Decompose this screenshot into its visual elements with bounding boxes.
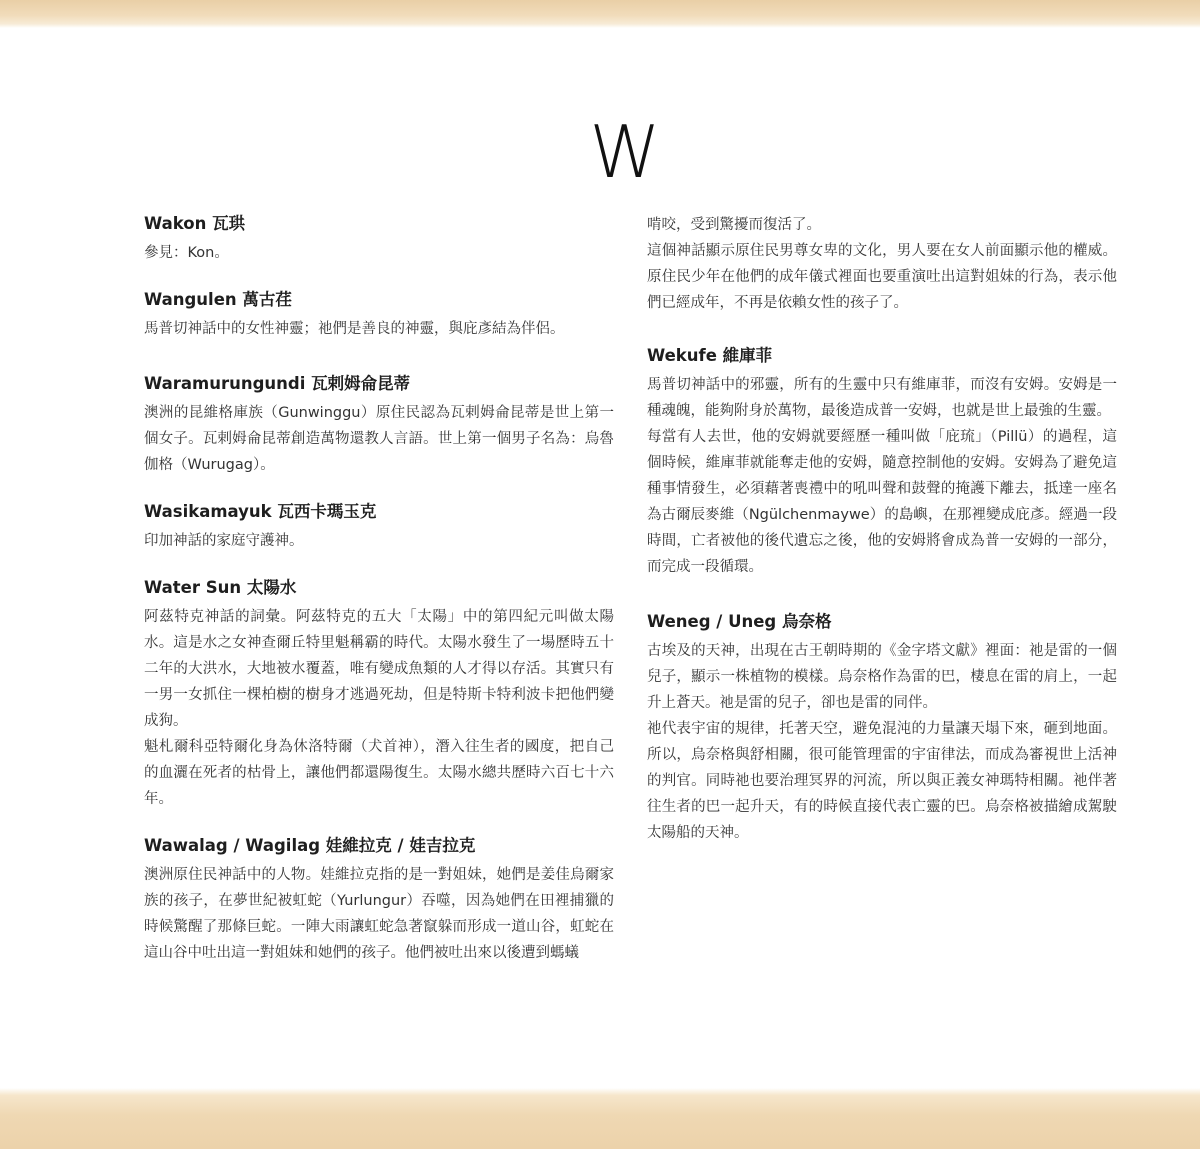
entry-text: 澳洲原住民神話中的人物。娃維拉克指的是一對姐妹，她們是姜佳烏爾家族的孩子，在夢世紀被虹蛇（Yurlungur）吞噬，因為她們在田裡捕獵的時候驚醒了那條巨蛇。一陣大雨讓虹蛇急著竄躲而形成一道山谷，虹蛇在這山谷中吐出這一對姐妹和她們的孩子。他們被吐出來以後遭到螞蟻 (144, 867, 614, 961)
entry-water-sun (144, 576, 614, 812)
entry-wawalag (144, 834, 614, 966)
left-column (144, 212, 614, 988)
section-letter: W (589, 110, 661, 194)
entry-wekufe (647, 344, 1117, 580)
entry-text: 參見：Kon。 (144, 245, 229, 261)
entry-text: 這個神話顯示原住民男尊女卑的文化，男人要在女人前面顯示他的權威。原住民少年在他們的成年儀式裡面也要重演吐出這對姐妹的行為，表示他們已經成年，不再是依賴女性的孩子了。 (647, 243, 1117, 311)
top-paper-band (0, 0, 1200, 28)
entry-text: 印加神話的家庭守護神。 (144, 533, 304, 549)
entry-text: 馬普切神話中的女性神靈；祂們是善良的神靈，與庇彥結為伴侶。 (144, 321, 565, 337)
entry-wangulen (144, 288, 614, 342)
entry-text: 阿茲特克神話的詞彙。阿茲特克的五大「太陽」中的第四紀元叫做太陽水。這是水之女神查爾丘特里魁稱霸的時代。太陽水發生了一場歷時五十二年的大洪水，大地被水覆蓋，唯有變成魚類的人才得以存活。其實只有一男一女抓住一棵柏樹的樹身才逃過死劫，但是特斯卡特利波卡把他們變成狗。 (144, 609, 614, 729)
entry-title: Waramurungundi 瓦剌姆侖昆蒂 (144, 374, 411, 393)
entry-waramurungundi (144, 372, 614, 478)
entry-title: Wasikamayuk 瓦西卡瑪玉克 (144, 502, 377, 521)
entry-text: 祂代表宇宙的規律，托著天空，避免混沌的力量讓天塌下來，砸到地面。所以，烏奈格與舒相關，很可能管理雷的宇宙律法，而成為審視世上活神的判官。同時祂也要治理冥界的河流，所以與正義女神瑪特相關。祂伴著往生者的巴一起升天，有的時候直接代表亡靈的巴。烏奈格被描繪成駕駛太陽船的天神。 (647, 721, 1117, 841)
entry-weneg (647, 610, 1117, 846)
entry-text: 馬普切神話中的邪靈，所有的生靈中只有維庫菲，而沒有安姆。安姆是一種魂魄，能夠附身於萬物，最後造成普一安姆，也就是世上最強的生靈。 (647, 377, 1117, 419)
right-column (647, 212, 1117, 868)
bottom-paper-band (0, 1088, 1200, 1149)
entry-text: 古埃及的天神，出現在古王朝時期的《金字塔文獻》裡面：祂是雷的一個兒子，顯示一株植物的模樣。烏奈格作為雷的巴，棲息在雷的肩上，一起升上蒼天。祂是雷的兒子，卻也是雷的同伴。 (647, 643, 1117, 711)
entry-text: 每當有人去世，他的安姆就要經歷一種叫做「庇琉」（Pillü）的過程，這個時候，維庫菲就能奪走他的安姆，隨意控制他的安姆。安姆為了避免這種事情發生，必須藉著喪禮中的吼叫聲和鼓聲的掩護下離去，抵達一座名為古爾辰麥維（Ngülchenmaywe）的島嶼，在那裡變成庇彥。經過一段時間，亡者被他的後代遺忘之後，他的安姆將會成為普一安姆的一部分，而完成一段循環。 (647, 429, 1117, 575)
entry-title: Weneg / Uneg 烏奈格 (647, 612, 832, 631)
entry-wasikamayuk (144, 500, 614, 554)
entry-title: Wangulen 萬古荏 (144, 290, 292, 309)
entry-wakon (144, 212, 614, 266)
entry-title: Wawalag / Wagilag 娃維拉克 / 娃吉拉克 (144, 836, 476, 855)
entry-text: 啃咬，受到驚擾而復活了。 (647, 217, 821, 233)
entry-title: Water Sun 太陽水 (144, 578, 297, 597)
entry-title: Wekufe 維庫菲 (647, 346, 773, 365)
entry-text: 魁札爾科亞特爾化身為休洛特爾（犬首神），潛入往生者的國度，把自己的血灑在死者的枯骨上，讓他們都還陽復生。太陽水總共歷時六百七十六年。 (144, 739, 614, 807)
entry-text: 澳洲的昆維格庫族（Gunwinggu）原住民認為瓦剌姆侖昆蒂是世上第一個女子。瓦剌姆侖昆蒂創造萬物還教人言語。世上第一個男子名為：烏魯伽格（Wurugag）。 (144, 405, 614, 473)
entry-title: Wakon 瓦珙 (144, 214, 246, 233)
entry-wawalag-continued (647, 212, 1117, 316)
